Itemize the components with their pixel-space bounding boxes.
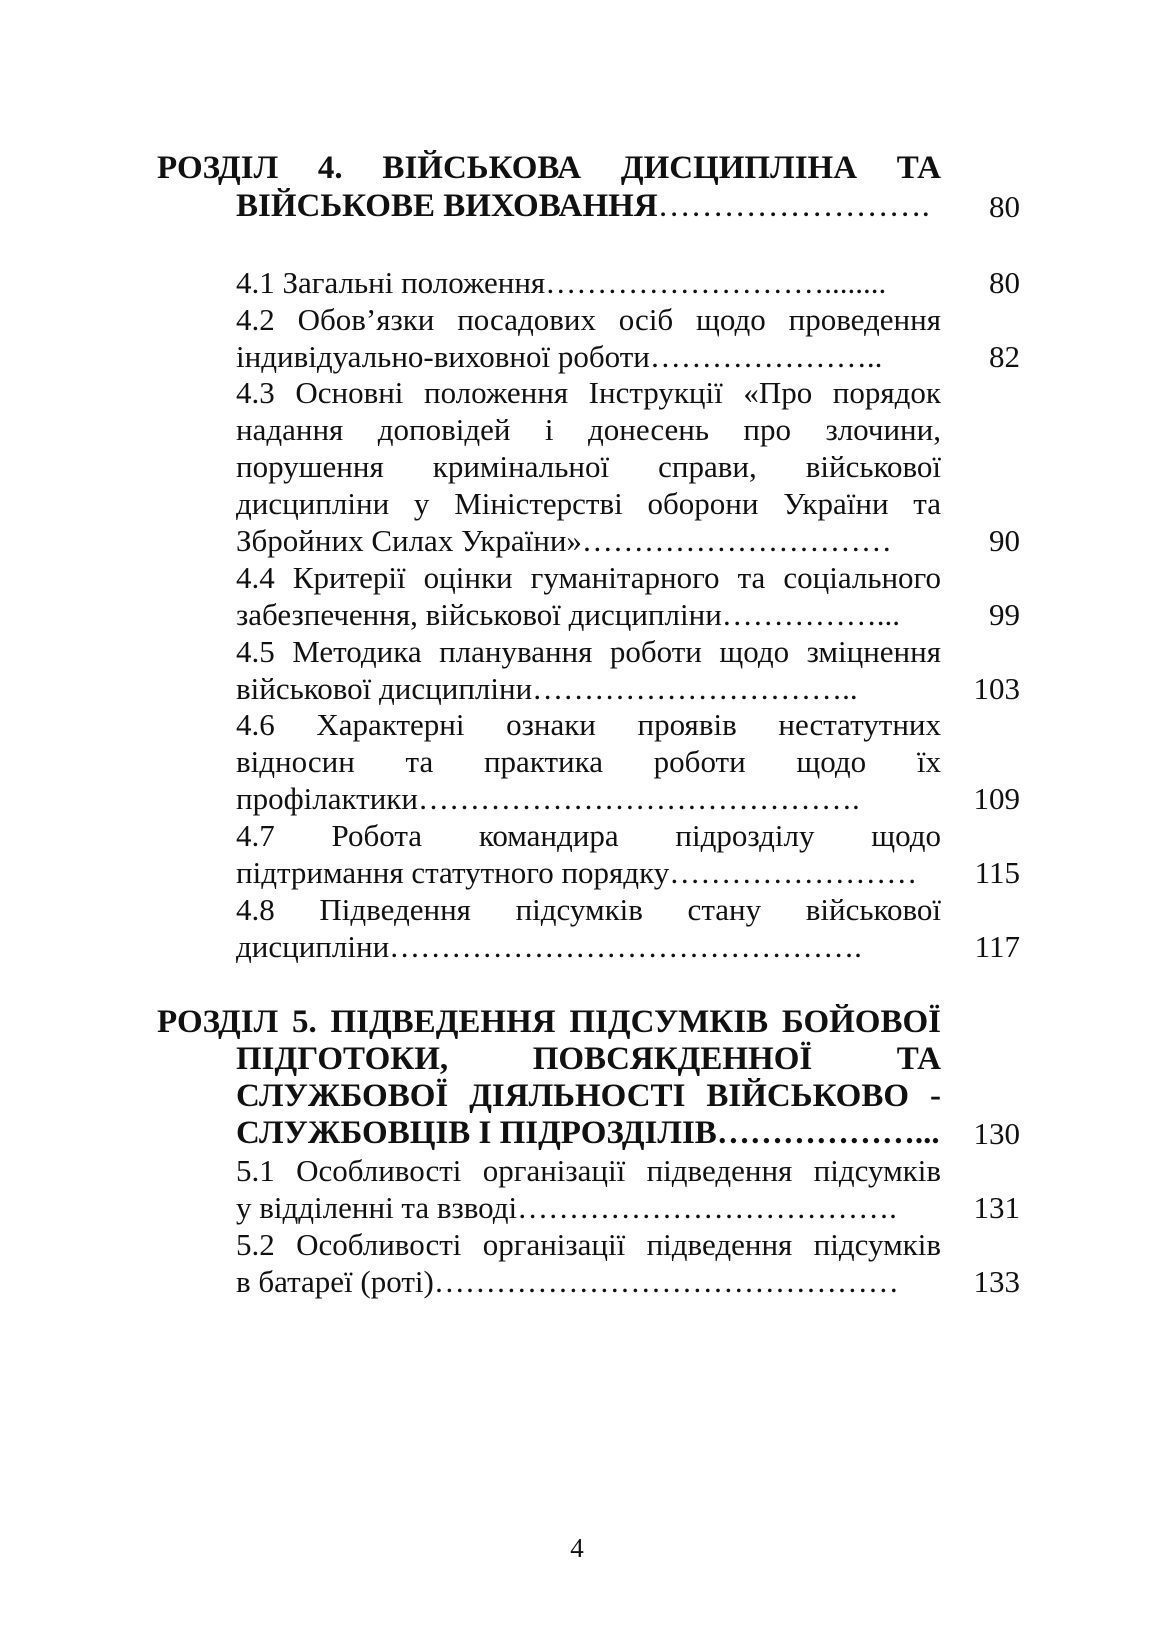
dot-leader: ………………... (716, 1115, 940, 1151)
page-number: 90 (989, 523, 1020, 558)
dot-leader: ………………………….. (532, 671, 858, 706)
entry-line: 4.7 Робота командира підрозділу щодо (236, 818, 941, 853)
dot-leader: ………………….. (649, 339, 883, 374)
page-number: 117 (974, 929, 1020, 964)
page-number: 80 (989, 189, 1020, 224)
page-number: 133 (973, 1264, 1020, 1299)
chapter-title-line: РОЗДІЛ 4. ВІЙСЬКОВА ДИСЦИПЛІНА ТА (157, 150, 941, 186)
chapter-title-line: ПІДГОТОКИ, ПОВСЯКДЕННОЇ ТА (236, 1041, 941, 1077)
dot-leader: …………………… (669, 855, 918, 890)
entry-line: 5.1 Особливості організації підведення підсумків (236, 1153, 941, 1188)
page-number: 131 (973, 1190, 1020, 1225)
entry-line: порушення кримінальної справи, військової (236, 449, 941, 484)
dot-leader: ………………………........ (545, 265, 887, 300)
entry-line: 4.5 Методика планування роботи щодо зміцнення (236, 634, 941, 669)
page-number: 82 (989, 339, 1020, 374)
dot-leader: ……………... (721, 597, 901, 632)
dot-leader: ……………………. (657, 188, 930, 224)
entry-line-last: 4.1 Загальні положення………………………........ (236, 265, 887, 300)
entry-line-last: в батареї (роті)……………………………………… (236, 1264, 899, 1299)
dot-leader: ……………………………………. (417, 781, 860, 816)
page-number: 99 (989, 597, 1020, 632)
page-number: 130 (973, 1116, 1020, 1151)
page-number: 115 (974, 855, 1020, 890)
entry-line: 4.8 Підведення підсумків стану військової (236, 892, 941, 927)
chapter-title-line: РОЗДІЛ 5. ПІДВЕДЕННЯ ПІДСУМКІВ БОЙОВОЇ (157, 1004, 941, 1040)
entry-line-last: Збройних Силах України»………………………… (236, 523, 892, 558)
dot-leader: ………………………………. (517, 1190, 897, 1225)
entry-line: 4.4 Критерії оцінки гуманітарного та соціального (236, 560, 941, 595)
page-number: 80 (989, 265, 1020, 300)
chapter-title-line: СЛУЖБОВОЇ ДІЯЛЬНОСТІ ВІЙСЬКОВО - (236, 1078, 941, 1114)
entry-line: 4.3 Основні положення Інструкції «Про порядок (236, 375, 941, 410)
dot-leader: ……………………………………… (433, 1264, 899, 1299)
entry-line-last: у відділенні та взводі………………………………. (236, 1190, 897, 1225)
entry-line-last: забезпечення, військової дисципліни……………... (236, 597, 901, 632)
page-number: 109 (973, 781, 1020, 816)
entry-line: дисципліни у Міністерстві оборони України та (236, 486, 941, 521)
entry-line: 5.2 Особливості організації підведення підсумків (236, 1227, 941, 1262)
chapter-title-line-last: СЛУЖБОВЦІВ І ПІДРОЗДІЛІВ………………... (236, 1115, 940, 1151)
page-footer-number: 4 (570, 1533, 584, 1563)
page-number: 103 (973, 671, 1020, 706)
entry-line: відносин та практика роботи щодо їх (236, 744, 941, 779)
dot-leader: ………………………………………. (389, 929, 862, 964)
entry-line: 4.2 Обов’язки посадових осіб щодо проведення (236, 302, 941, 337)
entry-line-last: військової дисципліни………………………….. (236, 671, 858, 706)
chapter-title-line-last: ВІЙСЬКОВЕ ВИХОВАННЯ……………………. (236, 188, 930, 224)
entry-line-last: дисципліни………………………………………. (236, 929, 862, 964)
entry-line-last: підтримання статутного порядку…………………… (236, 855, 918, 890)
dot-leader: ………………………… (581, 523, 892, 558)
entry-line-last: індивідуально-виховної роботи………………….. (236, 339, 883, 374)
entry-line: 4.6 Характерні ознаки проявів нестатутних (236, 707, 941, 742)
entry-line: надання доповідей і донесень про злочини, (236, 412, 941, 447)
entry-line-last: профілактики……………………………………. (236, 781, 860, 816)
